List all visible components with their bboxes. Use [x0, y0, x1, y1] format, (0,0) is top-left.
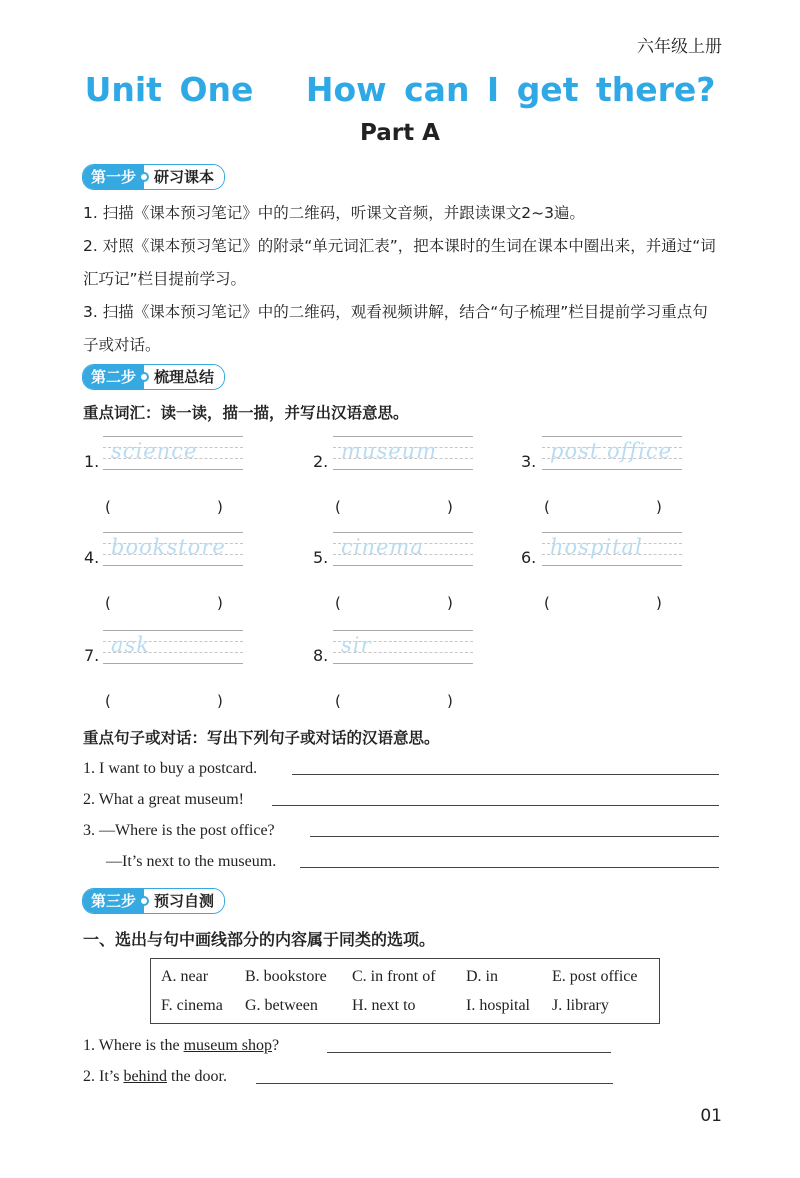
question-1-underlined: museum shop [183, 1037, 273, 1054]
paren-open: ( [335, 498, 341, 516]
step-dot-icon [139, 896, 149, 906]
sentence-2: 2. What a great museum! [83, 791, 244, 808]
step1-instructions [83, 197, 723, 362]
vocab-number: 5. [313, 548, 329, 567]
paren-close: ) [656, 498, 662, 516]
question-2-text: 2. It’s [83, 1068, 124, 1085]
tracing-word: cinema [341, 535, 424, 559]
paren-close: ) [217, 594, 223, 612]
option-c: C. in front of [352, 968, 436, 985]
option-j: J. library [552, 997, 609, 1014]
vocab-number: 6. [521, 548, 537, 567]
step-dot-icon [139, 172, 149, 182]
step2-label [82, 364, 225, 390]
answer-line[interactable] [272, 805, 719, 806]
paren-close: ) [217, 692, 223, 710]
paren-close: ) [447, 692, 453, 710]
answer-line[interactable] [300, 867, 719, 868]
tracing-word: post office [550, 439, 673, 463]
instruction-3: 3. 扫描《课本预习笔记》中的二维码，观看视频讲解，结合“句子梳理”栏目提前学习重点句子或对话。 [83, 303, 708, 354]
question-1-text: 1. Where is the [83, 1037, 184, 1054]
question-2-end: the door. [167, 1068, 227, 1085]
unit-name: How can I get there? [305, 70, 716, 109]
option-g: G. between [245, 997, 318, 1014]
step1-number: 第一步 [83, 165, 144, 189]
vocab-number: 2. [313, 452, 329, 471]
step2-number: 第二步 [83, 365, 144, 389]
tracing-word: sir [341, 633, 372, 657]
step1-title: 研习课本 [152, 165, 224, 189]
step1-label [82, 164, 225, 190]
paren-close: ) [656, 594, 662, 612]
vocab-heading: 重点词汇：读一读，描一描，并写出汉语意思。 [83, 404, 409, 422]
tracing-word: hospital [550, 535, 643, 559]
vocab-number: 7. [84, 646, 100, 665]
answer-line[interactable] [327, 1052, 611, 1053]
unit-number: Unit One [84, 70, 254, 109]
answer-line[interactable] [292, 774, 719, 775]
paren-close: ) [447, 594, 453, 612]
page-number: 01 [700, 1106, 722, 1126]
vocab-number: 1. [84, 452, 100, 471]
step3-number: 第三步 [83, 889, 144, 913]
exercise-heading: 一、选出与句中画线部分的内容属于同类的选项。 [83, 930, 436, 949]
paren-open: ( [544, 594, 550, 612]
vocab-number: 8. [313, 646, 329, 665]
sentence-heading: 重点句子或对话：写出下列句子或对话的汉语意思。 [83, 729, 440, 747]
step2-title: 梳理总结 [152, 365, 224, 389]
option-h: H. next to [352, 997, 416, 1014]
grade-label: 六年级上册 [637, 37, 722, 57]
paren-open: ( [105, 692, 111, 710]
vocab-number: 4. [84, 548, 100, 567]
paren-open: ( [105, 594, 111, 612]
sentence-4: —It’s next to the museum. [106, 853, 277, 870]
paren-close: ) [447, 498, 453, 516]
options-box [150, 958, 660, 1024]
option-b: B. bookstore [245, 968, 327, 985]
vocab-number: 3. [521, 452, 537, 471]
step-dot-icon [139, 372, 149, 382]
tracing-word: museum [341, 439, 438, 463]
tracing-word: ask [111, 633, 151, 657]
option-a: A. near [161, 968, 209, 985]
step3-label [82, 888, 225, 914]
option-i: I. hospital [466, 997, 530, 1014]
instruction-1: 1. 扫描《课本预习笔记》中的二维码，听课文音频，并跟读课文2~3遍。 [83, 204, 585, 222]
unit-title [0, 70, 800, 109]
instruction-2: 2. 对照《课本预习笔记》的附录“单元词汇表”，把本课时的生词在课本中圈出来，并通过“词汇巧记”栏目提前学习。 [83, 237, 716, 288]
paren-open: ( [335, 594, 341, 612]
option-d: D. in [466, 968, 498, 985]
part-title: Part A [360, 120, 440, 146]
paren-open: ( [544, 498, 550, 516]
answer-line[interactable] [310, 836, 719, 837]
question-2 [83, 1068, 227, 1086]
sentence-3: 3. —Where is the post office? [83, 822, 275, 839]
option-e: E. post office [552, 968, 638, 985]
answer-line[interactable] [256, 1083, 613, 1084]
step3-title: 预习自测 [152, 889, 224, 913]
question-1-end: ? [272, 1037, 280, 1054]
paren-close: ) [217, 498, 223, 516]
question-2-underlined: behind [123, 1068, 167, 1085]
tracing-word: bookstore [111, 535, 226, 559]
option-f: F. cinema [161, 997, 223, 1014]
paren-open: ( [105, 498, 111, 516]
question-1 [83, 1037, 279, 1055]
paren-open: ( [335, 692, 341, 710]
tracing-word: science [111, 439, 198, 463]
sentence-1: 1. I want to buy a postcard. [83, 760, 258, 777]
